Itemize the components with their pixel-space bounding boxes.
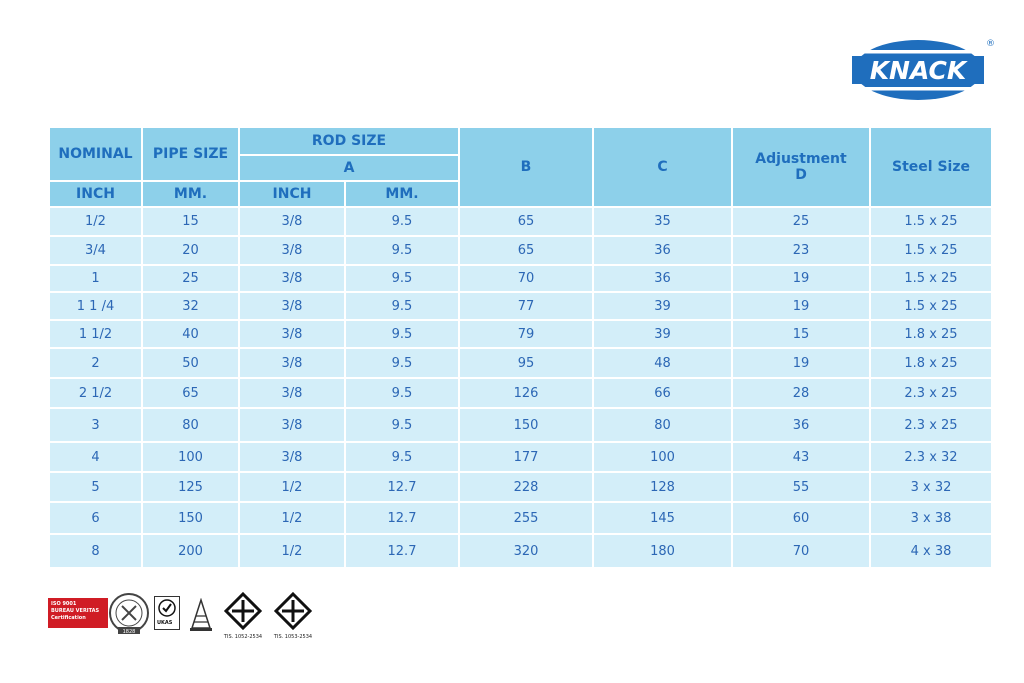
cell-rod-mm: 9.5 <box>346 237 458 264</box>
cell-d: 19 <box>733 349 869 377</box>
cell-rod-inch: 3/8 <box>240 266 344 291</box>
cell-steel-size: 3 x 32 <box>871 473 991 501</box>
cell-mm: 65 <box>143 379 238 407</box>
brand-name: KNACK <box>869 56 967 85</box>
header-rod-mm: MM. <box>346 182 458 206</box>
header-adjustment-label: Adjustment <box>755 151 847 167</box>
cell-c: 66 <box>594 379 731 407</box>
cell-b: 79 <box>460 321 592 347</box>
cell-c: 145 <box>594 503 731 533</box>
cell-c: 48 <box>594 349 731 377</box>
cell-steel-size: 1.5 x 25 <box>871 237 991 264</box>
cell-b: 77 <box>460 293 592 319</box>
table-row <box>50 443 991 471</box>
table-row <box>50 208 991 235</box>
cell-inch: 1/2 <box>50 208 141 235</box>
cell-rod-inch: 3/8 <box>240 443 344 471</box>
cell-steel-size: 2.3 x 32 <box>871 443 991 471</box>
bv-sub-label: Certification <box>51 615 86 621</box>
cell-inch: 5 <box>50 473 141 501</box>
cell-d: 19 <box>733 293 869 319</box>
cell-rod-mm: 12.7 <box>346 535 458 567</box>
ukas-icon <box>154 596 180 630</box>
cell-inch: 6 <box>50 503 141 533</box>
cell-rod-inch: 3/8 <box>240 321 344 347</box>
cell-rod-inch: 3/8 <box>240 409 344 441</box>
header-adjustment-d: D <box>795 167 807 183</box>
cell-inch: 8 <box>50 535 141 567</box>
cell-b: 150 <box>460 409 592 441</box>
cell-c: 100 <box>594 443 731 471</box>
table-row <box>50 409 991 441</box>
cell-steel-size: 2.3 x 25 <box>871 409 991 441</box>
header-rod-inch: INCH <box>240 182 344 206</box>
header-c: C <box>594 128 731 206</box>
cell-rod-inch: 3/8 <box>240 379 344 407</box>
tis-1053-label: TIS. 1053-2534 <box>273 634 313 640</box>
cell-rod-mm: 9.5 <box>346 409 458 441</box>
knack-logo <box>852 36 995 106</box>
spec-table <box>48 126 993 569</box>
cell-rod-inch: 1/2 <box>240 503 344 533</box>
table-row <box>50 266 991 291</box>
cell-mm: 125 <box>143 473 238 501</box>
cell-mm: 40 <box>143 321 238 347</box>
cell-c: 180 <box>594 535 731 567</box>
cell-mm: 80 <box>143 409 238 441</box>
header-b: B <box>460 128 592 206</box>
tis-mark-icon <box>270 592 316 640</box>
cell-steel-size: 1.5 x 25 <box>871 266 991 291</box>
cell-c: 36 <box>594 237 731 264</box>
cell-mm: 150 <box>143 503 238 533</box>
header-steel-size: Steel Size <box>871 128 991 206</box>
bv-label: BUREAU VERITAS <box>51 608 100 614</box>
cell-rod-mm: 9.5 <box>346 293 458 319</box>
cell-d: 60 <box>733 503 869 533</box>
header-rod-size: ROD SIZE <box>240 128 458 154</box>
cell-rod-mm: 12.7 <box>346 503 458 533</box>
cell-b: 95 <box>460 349 592 377</box>
cell-d: 36 <box>733 409 869 441</box>
cell-b: 255 <box>460 503 592 533</box>
header-inch: INCH <box>50 182 141 206</box>
cell-c: 36 <box>594 266 731 291</box>
cell-rod-mm: 9.5 <box>346 349 458 377</box>
cell-mm: 20 <box>143 237 238 264</box>
cell-inch: 1 1/2 <box>50 321 141 347</box>
cell-d: 70 <box>733 535 869 567</box>
table-row <box>50 349 991 377</box>
cell-inch: 3 <box>50 409 141 441</box>
cell-steel-size: 3 x 38 <box>871 503 991 533</box>
cell-rod-inch: 1/2 <box>240 473 344 501</box>
table-row <box>50 293 991 319</box>
cell-steel-size: 4 x 38 <box>871 535 991 567</box>
iso-label: ISO 9001 <box>51 601 77 607</box>
cell-mm: 100 <box>143 443 238 471</box>
registered-mark: ® <box>986 39 995 49</box>
cell-rod-inch: 3/8 <box>240 208 344 235</box>
cell-c: 39 <box>594 293 731 319</box>
cell-d: 55 <box>733 473 869 501</box>
cell-rod-mm: 9.5 <box>346 266 458 291</box>
header-nominal: NOMINAL <box>50 128 141 180</box>
tis-1052-label: TIS. 1052-2534 <box>223 634 263 640</box>
cell-inch: 2 <box>50 349 141 377</box>
cell-d: 23 <box>733 237 869 264</box>
cell-mm: 50 <box>143 349 238 377</box>
cell-c: 39 <box>594 321 731 347</box>
cell-inch: 1 1 /4 <box>50 293 141 319</box>
cell-inch: 1 <box>50 266 141 291</box>
cell-rod-mm: 9.5 <box>346 443 458 471</box>
header-adjustment <box>733 128 869 206</box>
table-row <box>50 473 991 501</box>
cell-inch: 2 1/2 <box>50 379 141 407</box>
cell-b: 65 <box>460 237 592 264</box>
cell-c: 80 <box>594 409 731 441</box>
table-row <box>50 379 991 407</box>
cell-inch: 3/4 <box>50 237 141 264</box>
cell-c: 128 <box>594 473 731 501</box>
cell-steel-size: 2.3 x 25 <box>871 379 991 407</box>
tis-mark-icon <box>220 592 266 640</box>
cell-c: 35 <box>594 208 731 235</box>
cell-mm: 25 <box>143 266 238 291</box>
header-pipe-size: PIPE SIZE <box>143 128 238 180</box>
table-row <box>50 321 991 347</box>
cell-rod-inch: 1/2 <box>240 535 344 567</box>
cell-b: 228 <box>460 473 592 501</box>
cell-b: 126 <box>460 379 592 407</box>
ukas-label: UKAS <box>157 620 173 626</box>
cell-rod-mm: 9.5 <box>346 208 458 235</box>
header-rod-a: A <box>240 156 458 180</box>
cell-b: 70 <box>460 266 592 291</box>
cell-mm: 32 <box>143 293 238 319</box>
tower-icon <box>186 598 216 632</box>
cell-steel-size: 1.8 x 25 <box>871 349 991 377</box>
cell-rod-mm: 9.5 <box>346 321 458 347</box>
cell-rod-mm: 9.5 <box>346 379 458 407</box>
cell-d: 43 <box>733 443 869 471</box>
cell-b: 177 <box>460 443 592 471</box>
cell-steel-size: 1.5 x 25 <box>871 293 991 319</box>
cell-b: 65 <box>460 208 592 235</box>
cell-rod-inch: 3/8 <box>240 237 344 264</box>
cell-inch: 4 <box>50 443 141 471</box>
cell-d: 15 <box>733 321 869 347</box>
bureau-veritas-badge <box>48 598 108 628</box>
table-row <box>50 535 991 567</box>
table-row <box>50 237 991 264</box>
bureau-veritas-seal-icon <box>108 592 150 636</box>
cell-d: 19 <box>733 266 869 291</box>
cell-steel-size: 1.8 x 25 <box>871 321 991 347</box>
cell-rod-inch: 3/8 <box>240 349 344 377</box>
cell-d: 28 <box>733 379 869 407</box>
header-mm: MM. <box>143 182 238 206</box>
cell-b: 320 <box>460 535 592 567</box>
cell-rod-mm: 12.7 <box>346 473 458 501</box>
cell-steel-size: 1.5 x 25 <box>871 208 991 235</box>
cell-d: 25 <box>733 208 869 235</box>
bv-year: 1828 <box>122 629 136 635</box>
cell-rod-inch: 3/8 <box>240 293 344 319</box>
certification-logos <box>48 592 318 640</box>
table-row <box>50 503 991 533</box>
cell-mm: 15 <box>143 208 238 235</box>
cell-mm: 200 <box>143 535 238 567</box>
